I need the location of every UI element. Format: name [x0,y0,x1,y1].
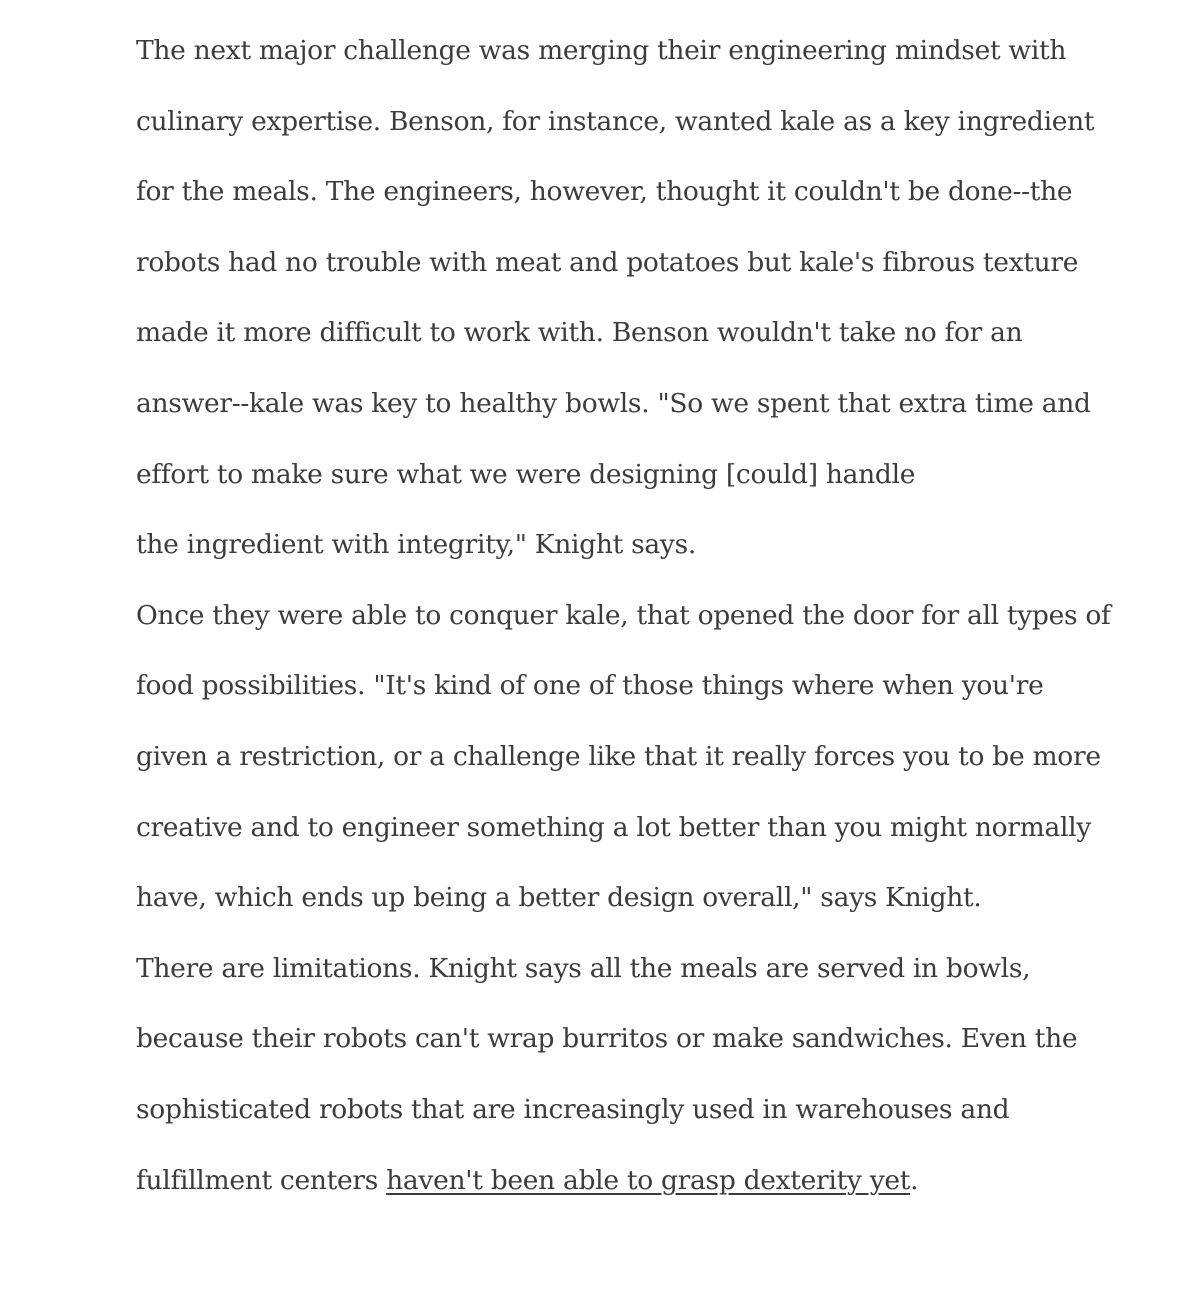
text-line: answer--kale was key to healthy bowls. "So we spent that extra time and [136,387,1091,419]
text-line: There are limitations. Knight says all the meals are served in bowls, [136,952,1031,984]
text-line: have, which ends up being a better design overall," says Knight. [136,882,982,914]
text-line: sophisticated robots that are increasingly used in warehouses and [136,1093,1010,1125]
text-line: because their robots can't wrap burritos or make sandwiches. Even the [136,1023,1078,1055]
text-line: creative and to engineer something a lot better than you might normally [136,811,1092,843]
paragraph-limitations [136,934,1096,1216]
text-line: Once they were able to conquer kale, that opened the door for all types of [136,599,1111,631]
text-line: given a restriction, or a challenge like that it really forces you to be more [136,740,1101,772]
text-line: robots had no trouble with meat and potatoes but kale's fibrous texture [136,246,1079,278]
text-line: The next major challenge was merging their engineering mindset with [136,35,1067,66]
text-line [136,1146,1096,1217]
article-body [136,16,1111,1216]
text-line: for the meals. The engineers, however, thought it couldn't be done--the [136,176,1073,208]
paragraph-food-possibilities [136,581,1111,934]
text-line: culinary expertise. Benson, for instance, wanted kale as a key ingredient [136,105,1095,137]
text-line: food possibilities. "It's kind of one of those things where when you're [136,670,1044,702]
text-before-link: fulfillment centers [136,1164,387,1196]
paragraph-kale-challenge [136,16,1096,581]
text-line: the ingredient with integrity," Knight says. [136,529,696,561]
text-after-link: . [910,1164,919,1196]
text-line: made it more difficult to work with. Benson wouldn't take no for an [136,317,1023,349]
dexterity-article-link[interactable]: haven't been able to grasp dexterity yet [386,1164,911,1196]
text-line: effort to make sure what we were designing [could] handle [136,458,916,490]
